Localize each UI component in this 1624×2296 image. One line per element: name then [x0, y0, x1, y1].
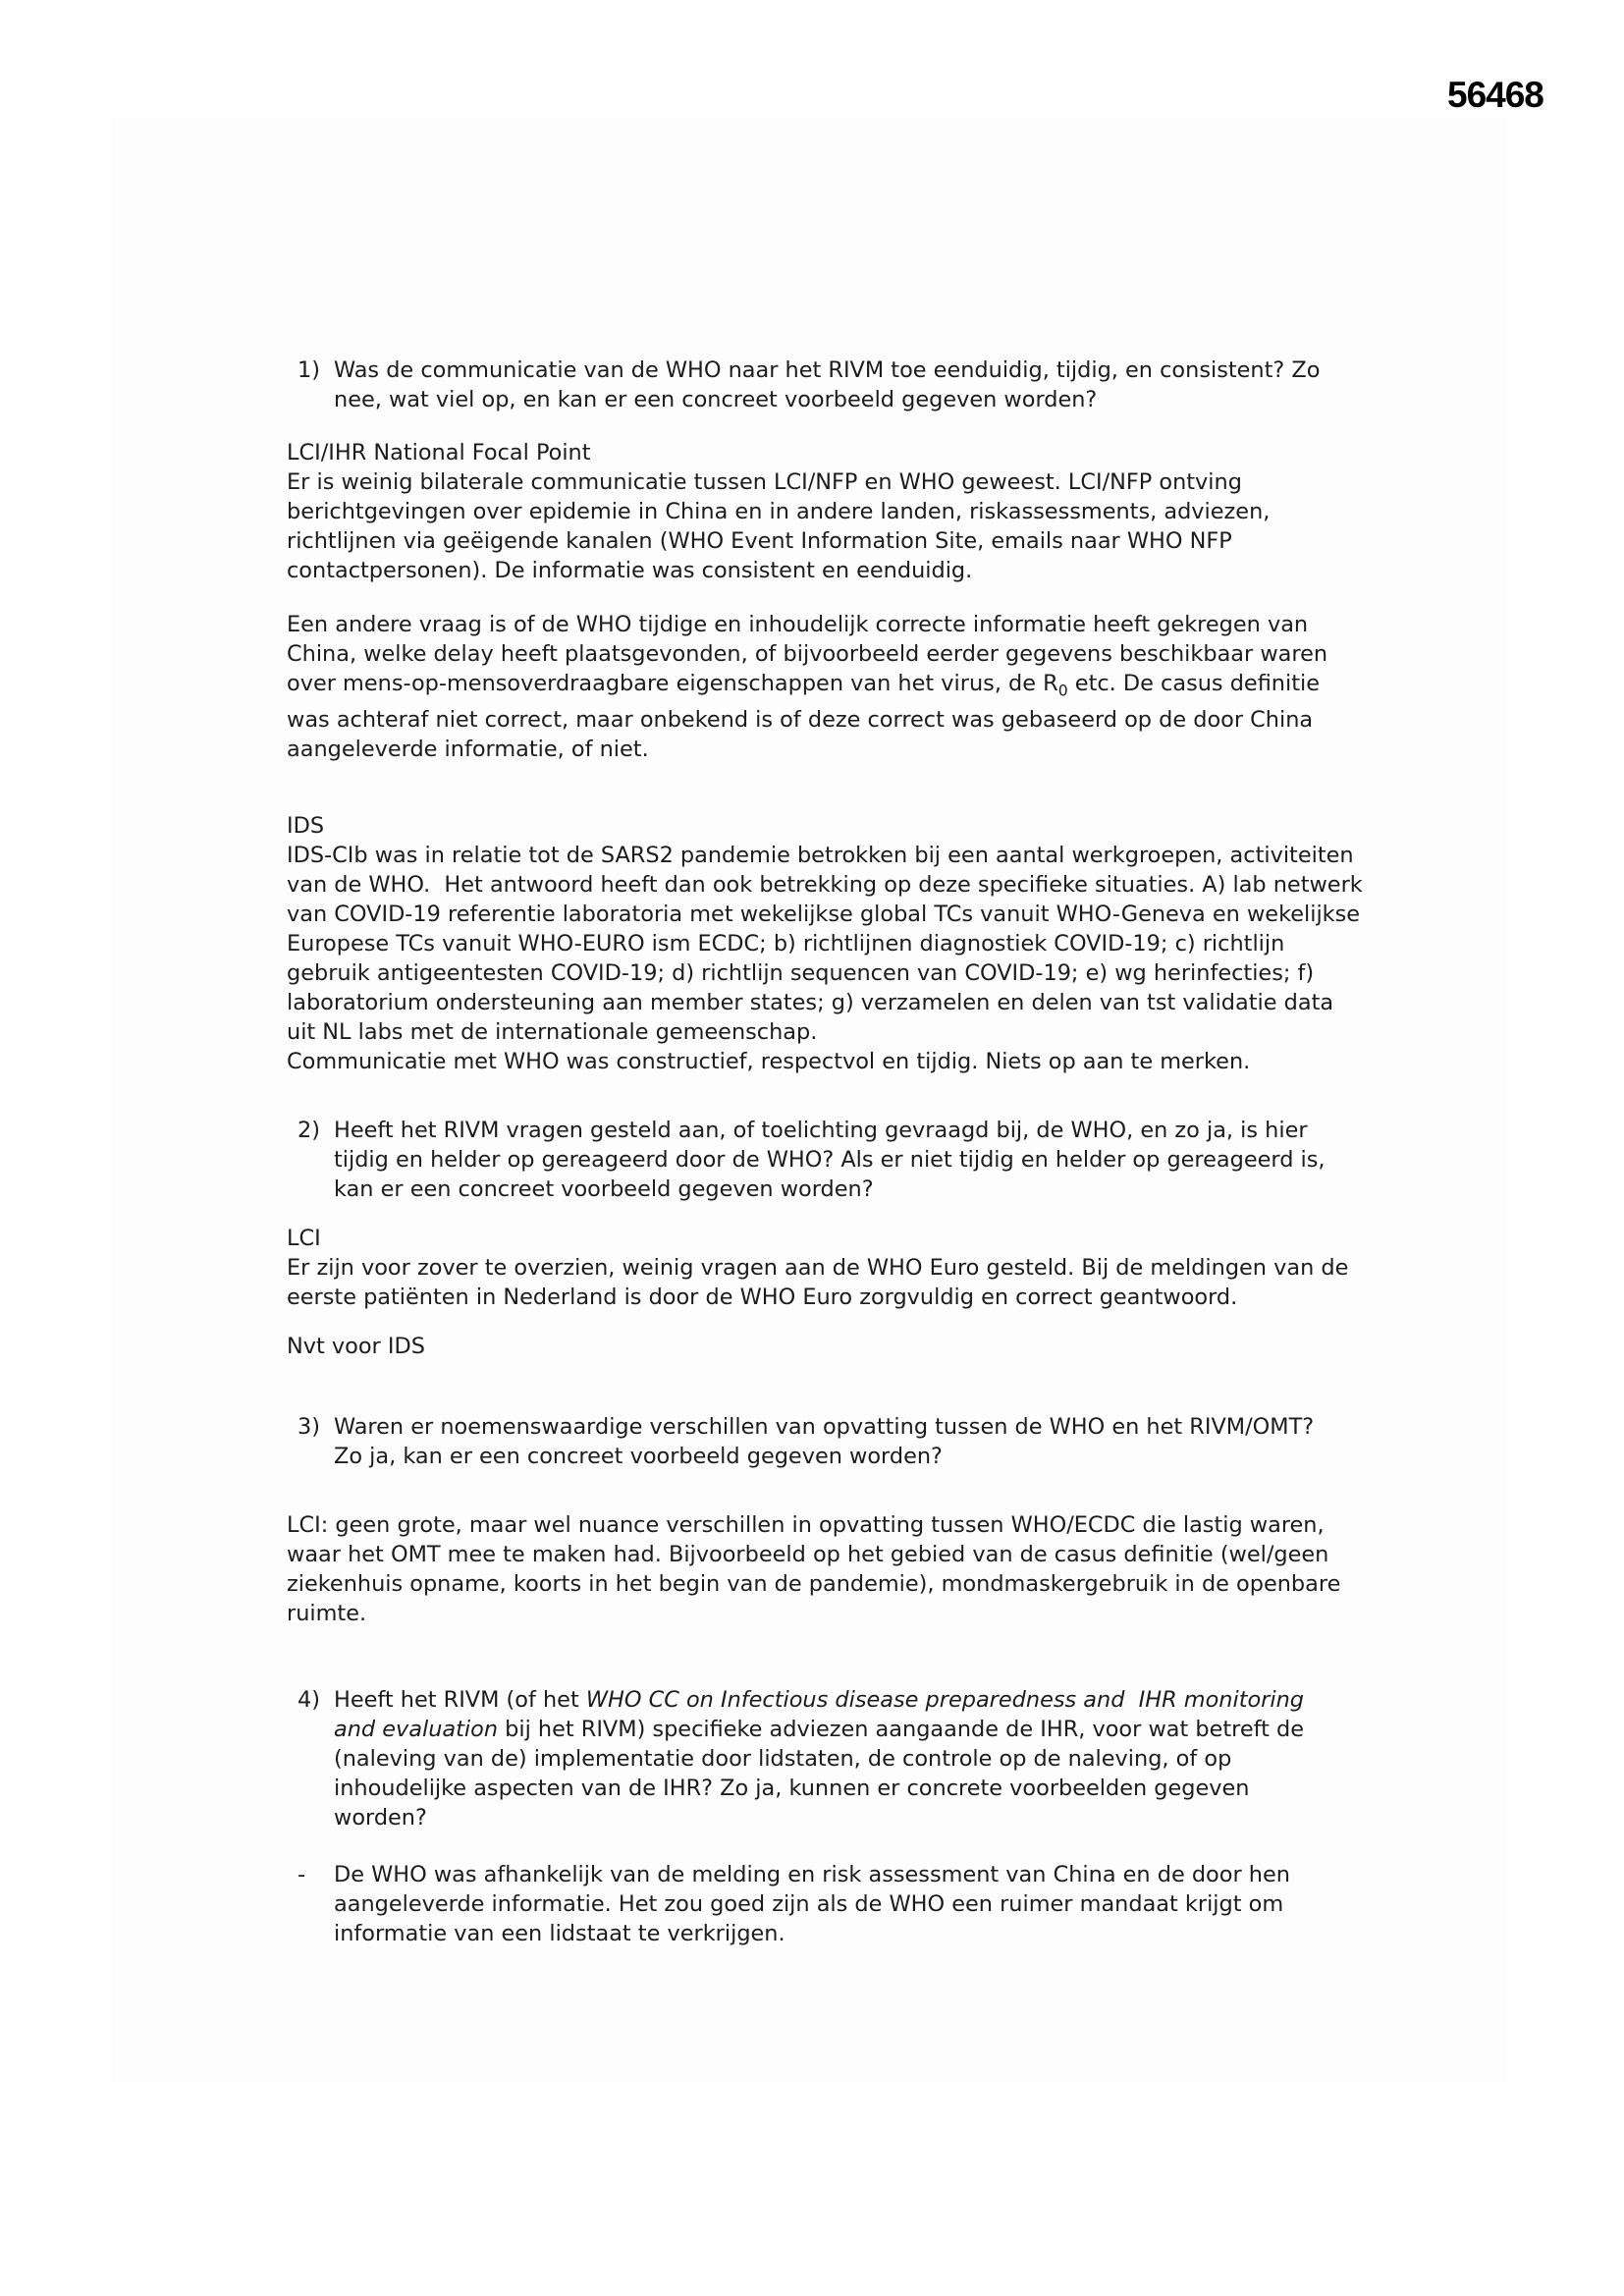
paragraph-lci-answer-3: LCI: geen grote, maar wel nuance verschillen in opvatting tussen WHO/ECDC die lastig waren, waar het OMT mee te maken had. Bijvoorbeeld op het gebied van de casus definitie (wel/geen ziekenhuis opname, koorts in het begin van de pandemie), mondmaskergebruik in de openbare ruimte.: [287, 1512, 1348, 1627]
question-4-number: 4): [298, 1687, 320, 1714]
question-1-number: 1): [298, 357, 320, 383]
question-2-text: Heeft het RIVM vragen gesteld aan, of toelichting gevraagd bij, de WHO, en zo ja, is hier tijdig en helder op gereageerd door de WHO? Als er niet tijdig en helder op gereageerd is, kan er een concreet voorbeeld gegeven worden?: [334, 1118, 1332, 1203]
document-content: [287, 355, 1369, 1948]
paragraph-lci-ihr-answer-1: Er is weinig bilaterale communicatie tussen LCI/NFP en WHO geweest. LCI/NFP ontving berichtgevingen over epidemie in China en in andere landen, riskassessments, adviezen, richtlijnen via geëigende kanalen (WHO Event Information Site, emails naar WHO NFP contactpersonen). De informatie was consistent en eenduidig.: [287, 469, 1277, 583]
paragraph-ids-answer-2: Communicatie met WHO was constructief, respectvol en tijdig. Niets op aan te merken.: [287, 1049, 1251, 1075]
page-number: 56468: [1447, 75, 1543, 115]
section-heading-lci-ihr: LCI/IHR National Focal Point: [287, 440, 591, 465]
note-nvt-voor-ids: Nvt voor IDS: [287, 1334, 425, 1360]
section-heading-ids: IDS: [287, 813, 325, 840]
question-4: [287, 1685, 1369, 1832]
question-4-text: Heeft het RIVM (of het WHO CC on Infectious disease preparedness and IHR monitoring and evaluation bij het RIVM) specifieke adviezen aangaande de IHR, voor wat betreft de (naleving van de) implementatie door lidstaten, de controle op de naleving, of op inhoudelijke aspecten van de IHR? Zo ja, kunnen er concrete voorbeelden gegeven worden?: [334, 1687, 1312, 1831]
paragraph-lci-ihr-answer-2: Een andere vraag is of de WHO tijdige en inhoudelijk correcte informatie heeft gekregen van China, welke delay heeft plaatsgevonden, of bijvoorbeeld eerder gegevens beschikbaar waren over mens-op-mensoverdraagbare eigenschappen van het virus, de $R_0$ etc. De casus definitie was achteraf niet correct, maar onbekend is of deze correct was gebaseerd op de door China aangeleverde informatie, of niet.: [287, 612, 1335, 763]
paragraph-lci-answer: Er zijn voor zover te overzien, weinig vragen aan de WHO Euro gesteld. Bij de meldingen van de eerste patiënten in Nederland is door de WHO Euro zorgvuldig en correct geantwoord.: [287, 1255, 1356, 1311]
question-1-text: Was de communicatie van de WHO naar het RIVM toe eenduidig, tijdig, en consistent? Zo nee, wat viel op, en kan er een concreet voorbeeld gegeven worden?: [334, 357, 1327, 412]
question-3-text: Waren er noemenswaardige verschillen van opvatting tussen de WHO en het RIVM/OMT? Zo ja, kan er een concreet voorbeeld gegeven worden?: [334, 1414, 1322, 1470]
question-1: [287, 355, 1369, 414]
question-3-number: 3): [298, 1414, 320, 1441]
question-2-number: 2): [298, 1118, 320, 1144]
question-2: [287, 1116, 1369, 1204]
section-heading-lci: LCI: [287, 1226, 321, 1252]
bullet-answer-4-text: De WHO was afhankelijk van de melding en risk assessment van China en de door hen aangeleverde informatie. Het zou goed zijn als de WHO een ruimer mandaat krijgt om informatie van een lidstaat te verkrijgen.: [334, 1862, 1298, 1947]
bullet-marker: -: [298, 1862, 306, 1888]
paragraph-ids-answer-1: IDS-CIb was in relatie tot de SARS2 pandemie betrokken bij een aantal werkgroepen, activiteiten van de WHO. Het antwoord heeft dan ook betrekking op deze specifieke situaties. A) lab netwerk van COVID-19 referentie laboratoria met wekelijkse global TCs vanuit WHO-Geneva en wekelijkse Europese TCs vanuit WHO-EURO ism ECDC; b) richtlijnen diagnostiek COVID-19; c) richtlijn gebruik antigeentesten COVID-19; d) richtlijn sequencen van COVID-19; e) wg herinfecties; f) laboratorium ondersteuning aan member states; g) verzamelen en delen van tst validatie data uit NL labs met de internationale gemeenschap.: [287, 843, 1370, 1046]
question-3: [287, 1412, 1369, 1471]
bullet-answer-4: [287, 1860, 1369, 1948]
